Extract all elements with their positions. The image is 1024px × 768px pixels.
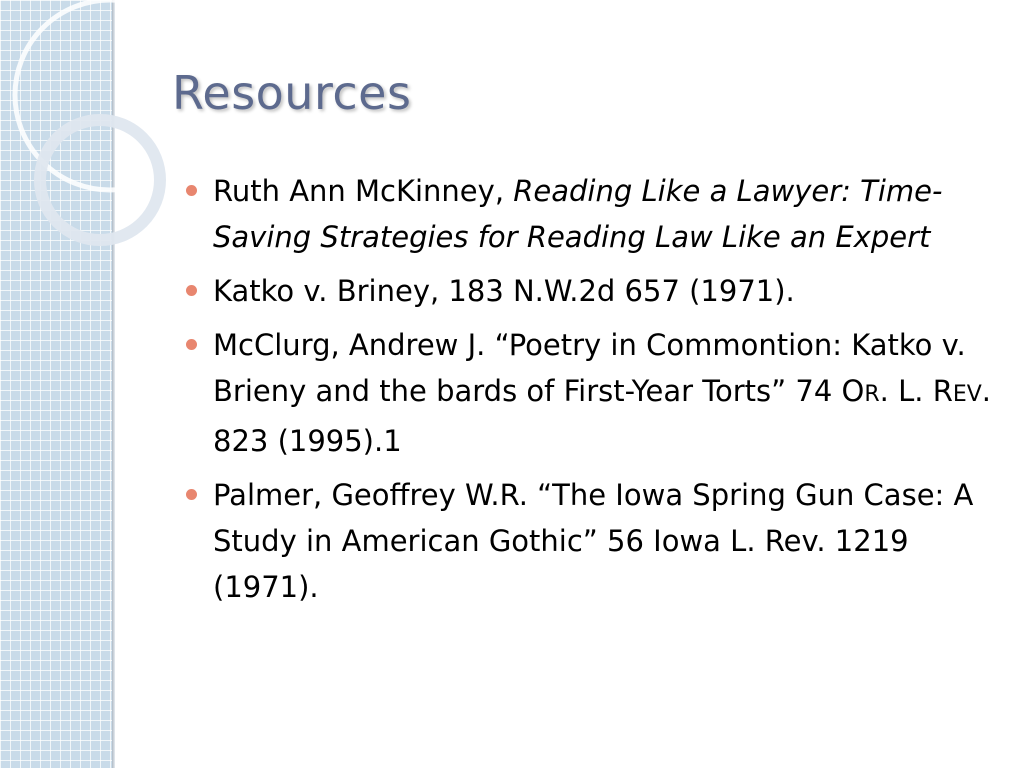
citation-text: Katko v. Briney, 183 N.W.2d 657 (1971).	[213, 274, 795, 308]
list-item	[186, 168, 996, 260]
list-item	[186, 268, 996, 314]
bullet-dot-icon	[186, 339, 197, 350]
list-item	[186, 322, 996, 464]
bullet-dot-icon	[186, 185, 197, 196]
citation-title: Reading Like a Lawyer: Time-Saving Strategies for Reading Law Like an Expert	[213, 174, 943, 254]
list-item	[186, 472, 996, 610]
citation-text: Palmer, Geoffrey W.R. “The Iowa Spring Gun Case: A Study in American Gothic” 56 Iowa L. Rev. 1219 (1971).	[213, 478, 974, 604]
citation-author: Ruth Ann McKinney,	[213, 174, 514, 208]
slide-title: Resources	[172, 66, 412, 120]
bullet-dot-icon	[186, 489, 197, 500]
resource-list	[186, 168, 996, 618]
citation-tail: 823 (1995).1	[213, 424, 402, 458]
ring-small	[40, 120, 160, 240]
bullet-dot-icon	[186, 285, 197, 296]
citation-text: McClurg, Andrew J. “Poetry in Commontion: Katko v. Brieny and the bards of First-Year Torts” 74	[213, 328, 966, 408]
decorative-rings	[0, 0, 200, 260]
journal-abbrev: OR. L. REV.	[841, 374, 992, 408]
